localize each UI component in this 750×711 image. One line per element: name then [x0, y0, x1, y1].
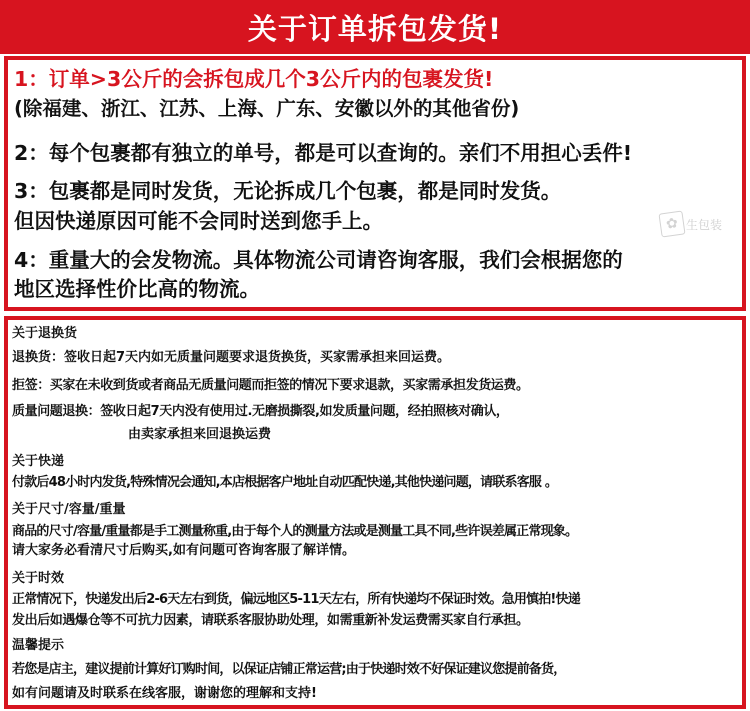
tips-line-2: 如有问题请及时联系在线客服，谢谢您的理解和支持! [12, 686, 317, 701]
banner-title: 关于订单拆包发货! [247, 11, 503, 46]
timing-heading: 关于时效 [12, 571, 65, 586]
watermark-text: 生包装 [685, 217, 722, 232]
notice-item-4-line1: 4：重量大的会发物流。具体物流公司请咨询客服，我们会根据您的 [14, 248, 623, 272]
notice-item-3-line1: 3：包裹都是同时发货，无论拆成几个包裹，都是同时发货。 [14, 179, 562, 203]
tips-line-1: 若您是店主，建议提前计算好订购时间，以保证店铺正常运营;由于快递时效不好保证建议您提前备货， [12, 662, 566, 677]
notice-item-1: 1：订单>3公斤的会拆包成几个3公斤内的包裹发货! [14, 67, 494, 91]
size-heading: 关于尺寸/容量/重量 [12, 502, 126, 517]
returns-heading: 关于退换货 [12, 326, 78, 341]
title-banner [0, 0, 750, 54]
returns-line-4: 由卖家承担来回退换运费 [128, 427, 272, 442]
timing-line-2: 发出后如遇爆仓等不可抗力因素，请联系客服协助处理，如需重新补发运费需买家自行承担。 [12, 613, 529, 628]
notice-item-4-line2: 地区选择性价比高的物流。 [14, 277, 260, 301]
notice-item-1-note: (除福建、浙江、江苏、上海、广东、安徽以外的其他省份) [14, 97, 520, 120]
watermark [660, 212, 722, 236]
express-heading: 关于快递 [12, 454, 65, 469]
watermark-logo-icon: ✿ [658, 210, 685, 237]
returns-line-2: 拒签：买家在未收到货或者商品无质量问题而拒签的情况下要求退款，买家需承担发货运费。 [12, 378, 529, 393]
returns-line-1: 退换货：签收日起7天内如无质量问题要求退货换货，买家需承担来回运费。 [12, 350, 451, 365]
timing-line-1: 正常情况下，快递发出后2-6天左右到货，偏远地区5-11天左右，所有快递均不保证时效。急用慎拍!快递 [12, 592, 580, 607]
returns-line-3: 质量问题退换：签收日起7天内没有使用过.无磨损撕裂,如发质量问题，经拍照核对确认， [12, 404, 509, 419]
notice-item-3-line2: 但因快递原因可能不会同时送到您手上。 [14, 209, 383, 233]
tips-heading: 温馨提示 [12, 638, 65, 653]
size-line-1: 商品的尺寸/容量/重量都是手工测量称重,由于每个人的测量方法或是测量工具不同,些许误差属正常现象。 [12, 524, 578, 539]
express-line-1: 付款后48小时内发货,特殊情况会通知,本店根据客户地址自动匹配快递,其他快递问题，请联系客服 。 [12, 475, 558, 490]
notice-item-2: 2：每个包裹都有独立的单号，都是可以查询的。亲们不用担心丢件! [14, 141, 633, 165]
size-line-2: 请大家务必看清尺寸后购买,如有问题可咨询客服了解详情。 [12, 543, 355, 558]
